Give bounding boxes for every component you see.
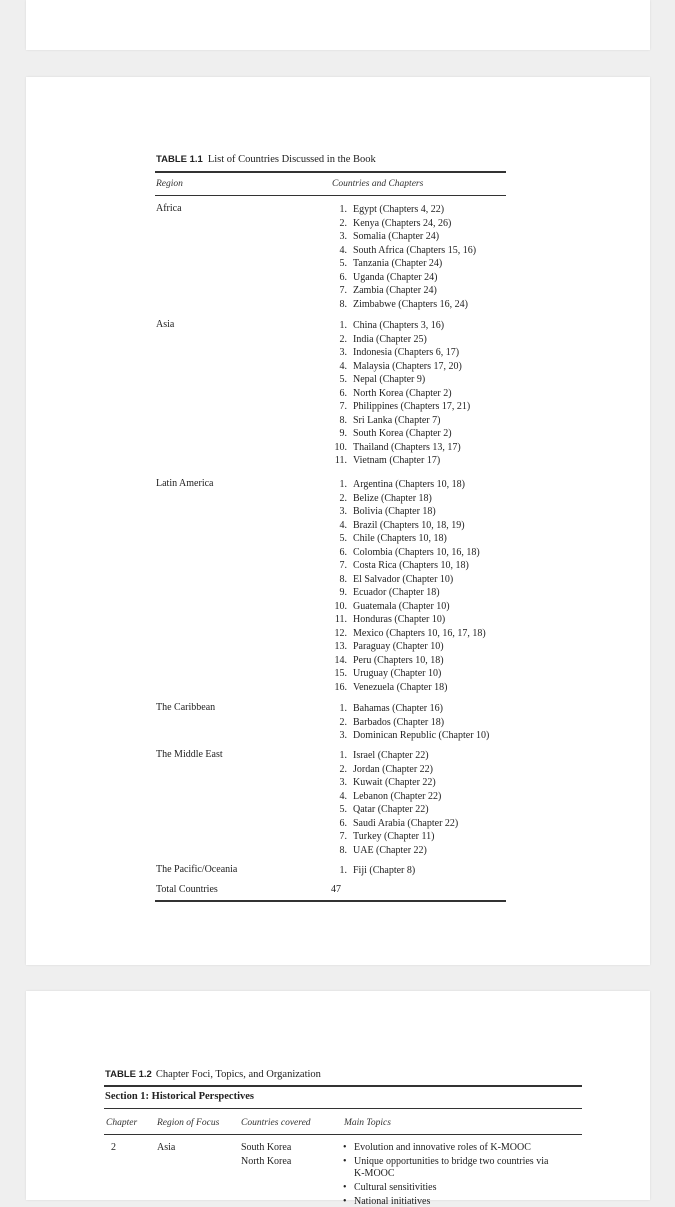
country-chapters: Kenya (Chapters 24, 26) — [353, 217, 452, 229]
country-chapters: India (Chapter 25) — [353, 333, 427, 345]
item-number: 1. — [339, 479, 347, 490]
country-chapters: Ecuador (Chapter 18) — [353, 587, 440, 598]
country-item — [330, 546, 480, 560]
table2-title: Chapter Foci, Topics, and Organization — [155, 1069, 321, 1080]
country-chapters: Uruguay (Chapter 10) — [353, 668, 442, 679]
country-item — [330, 667, 441, 681]
country-item — [330, 298, 468, 312]
region-name: Latin America — [156, 478, 214, 489]
country-chapters: Lebanon (Chapter 22) — [353, 790, 442, 802]
country-item — [330, 763, 433, 777]
country-item — [330, 573, 453, 587]
country-item — [330, 749, 429, 763]
item-number: 14. — [334, 654, 347, 666]
item-number: 4. — [339, 519, 347, 531]
country-item — [330, 346, 459, 360]
item-number: 8. — [339, 573, 347, 585]
country-item — [330, 803, 429, 817]
region-name: The Pacific/Oceania — [156, 864, 238, 875]
country-chapters: North Korea (Chapter 2) — [353, 387, 452, 399]
country-chapters: Turkey (Chapter 11) — [353, 831, 435, 842]
region-of-focus: Asia — [157, 1142, 176, 1153]
country-item — [330, 627, 486, 641]
item-number: 7. — [339, 285, 347, 296]
country-item — [330, 559, 469, 573]
country-chapters: South Korea (Chapter 2) — [353, 428, 452, 439]
country-item — [330, 519, 465, 533]
country-item — [330, 586, 440, 600]
item-number: 4. — [339, 360, 347, 372]
country-chapters: Chile (Chapters 10, 18) — [353, 533, 447, 544]
region-name: Asia — [156, 319, 175, 330]
country-chapters: Colombia (Chapters 10, 16, 18) — [353, 546, 480, 558]
item-number: 1. — [339, 204, 347, 215]
header-rule — [155, 195, 506, 196]
country-item — [330, 230, 439, 244]
item-number: 5. — [339, 804, 347, 815]
country-item — [330, 776, 436, 790]
item-number: 1. — [339, 703, 347, 714]
country-item — [330, 492, 432, 506]
item-number: 8. — [339, 414, 347, 426]
country-chapters: Vietnam (Chapter 17) — [353, 455, 441, 466]
country-item — [330, 844, 427, 858]
country-chapters: Dominican Republic (Chapter 10) — [353, 730, 490, 741]
country-chapters: Bahamas (Chapter 16) — [353, 703, 443, 714]
item-number: 7. — [339, 560, 347, 571]
country-item — [330, 729, 489, 743]
country-item — [330, 441, 461, 455]
country-chapters: Costa Rica (Chapters 10, 18) — [353, 560, 469, 571]
country-chapters: Thailand (Chapters 13, 17) — [353, 441, 461, 453]
country-item — [330, 427, 452, 441]
country-chapters: Qatar (Chapter 22) — [353, 804, 429, 815]
country-chapters: Somalia (Chapter 24) — [353, 231, 440, 242]
country-item — [330, 681, 447, 695]
country-item — [330, 271, 437, 285]
item-number: 6. — [339, 387, 347, 399]
item-number: 6. — [339, 546, 347, 558]
country-chapters: Fiji (Chapter 8) — [353, 865, 416, 876]
country-chapters: Mexico (Chapters 10, 16, 17, 18) — [353, 627, 486, 639]
country-covered: North Korea — [241, 1156, 292, 1167]
item-number: 5. — [339, 258, 347, 269]
table2-caption — [105, 1069, 321, 1080]
country-item — [330, 244, 476, 258]
table-bottom-rule — [155, 900, 506, 902]
item-number: 10. — [334, 600, 347, 612]
country-item — [330, 454, 440, 468]
item-number: 12. — [334, 627, 347, 639]
country-chapters: China (Chapters 3, 16) — [353, 320, 445, 331]
item-number: 3. — [339, 506, 347, 517]
item-number: 6. — [339, 817, 347, 829]
bullet: • — [343, 1182, 347, 1193]
country-chapters: Egypt (Chapters 4, 22) — [353, 204, 445, 215]
country-chapters: Kuwait (Chapter 22) — [353, 777, 436, 788]
topic-item-continued: K-MOOC — [354, 1168, 395, 1179]
item-number: 16. — [334, 681, 347, 693]
item-number: 9. — [339, 428, 347, 439]
country-item — [330, 333, 427, 347]
item-number: 13. — [334, 641, 347, 652]
table-title: List of Countries Discussed in the Book — [207, 154, 376, 165]
item-number: 2. — [339, 716, 347, 728]
column-header-countries: Countries and Chapters — [332, 179, 424, 189]
item-number: 6. — [339, 271, 347, 283]
item-number: 1. — [339, 320, 347, 331]
country-item — [330, 640, 444, 654]
country-chapters: Philippines (Chapters 17, 21) — [353, 401, 471, 412]
country-chapters: Israel (Chapter 22) — [353, 750, 429, 761]
item-number: 3. — [339, 777, 347, 788]
topic-item: Unique opportunities to bridge two countries via — [354, 1156, 549, 1167]
section-rule — [104, 1108, 582, 1109]
country-chapters: Nepal (Chapter 9) — [353, 374, 426, 385]
item-number: 1. — [339, 865, 347, 876]
table-top-rule — [155, 171, 506, 173]
topic-item: National initiatives — [354, 1196, 431, 1207]
country-chapters: Argentina (Chapters 10, 18) — [353, 479, 466, 490]
item-number: 7. — [339, 401, 347, 412]
item-number: 15. — [334, 668, 347, 679]
item-number: 3. — [339, 231, 347, 242]
topic-item: Cultural sensitivities — [354, 1182, 437, 1193]
country-chapters: Bolivia (Chapter 18) — [353, 506, 436, 517]
table-caption — [156, 154, 376, 165]
country-item — [330, 217, 451, 231]
item-number: 11. — [334, 614, 347, 625]
item-number: 4. — [339, 790, 347, 802]
country-item — [330, 284, 437, 298]
country-chapters: Sri Lanka (Chapter 7) — [353, 414, 441, 426]
country-item — [330, 864, 415, 878]
column-header-chapter: Chapter — [106, 1118, 138, 1128]
country-chapters: El Salvador (Chapter 10) — [353, 573, 454, 585]
country-item — [330, 790, 441, 804]
table-label: TABLE 1.1 — [156, 154, 203, 165]
country-chapters: Saudi Arabia (Chapter 22) — [353, 817, 459, 829]
topic-item: Evolution and innovative roles of K-MOOC — [354, 1142, 531, 1153]
table2-top-rule — [104, 1085, 582, 1087]
country-item — [330, 319, 444, 333]
item-number: 2. — [339, 763, 347, 775]
country-chapters: Zambia (Chapter 24) — [353, 285, 437, 296]
total-value: 47 — [331, 884, 341, 895]
item-number: 11. — [334, 455, 347, 466]
item-number: 7. — [339, 831, 347, 842]
country-chapters: Barbados (Chapter 18) — [353, 716, 445, 728]
country-chapters: Zimbabwe (Chapters 16, 24) — [353, 298, 468, 310]
item-number: 8. — [339, 844, 347, 856]
country-item — [330, 817, 458, 831]
country-item — [330, 387, 452, 401]
country-item — [330, 203, 444, 217]
country-chapters: Paraguay (Chapter 10) — [353, 641, 444, 652]
item-number: 10. — [334, 441, 347, 453]
country-item — [330, 373, 425, 387]
country-chapters: South Africa (Chapters 15, 16) — [353, 244, 477, 256]
country-chapters: Malaysia (Chapters 17, 20) — [353, 360, 462, 372]
item-number: 2. — [339, 217, 347, 229]
country-item — [330, 505, 436, 519]
country-chapters: Guatemala (Chapter 10) — [353, 600, 450, 612]
country-item — [330, 360, 462, 374]
item-number: 5. — [339, 374, 347, 385]
country-chapters: Venezuela (Chapter 18) — [353, 681, 448, 693]
country-item — [330, 613, 445, 627]
country-item — [330, 600, 450, 614]
country-chapters: Brazil (Chapters 10, 18, 19) — [353, 519, 465, 531]
column-header-countries-covered: Countries covered — [241, 1118, 311, 1128]
total-label: Total Countries — [156, 884, 218, 895]
country-item — [330, 400, 470, 414]
country-item — [330, 716, 444, 730]
country-chapters: Indonesia (Chapters 6, 17) — [353, 347, 460, 358]
item-number: 4. — [339, 244, 347, 256]
column-header-region: Region — [156, 179, 183, 189]
region-name: The Middle East — [156, 749, 223, 760]
country-item — [330, 414, 440, 428]
country-chapters: Jordan (Chapter 22) — [353, 763, 433, 775]
region-name: The Caribbean — [156, 702, 216, 713]
item-number: 2. — [339, 333, 347, 345]
country-covered: South Korea — [241, 1142, 292, 1153]
bullet: • — [343, 1196, 347, 1207]
country-chapters: Uganda (Chapter 24) — [353, 271, 438, 283]
item-number: 1. — [339, 750, 347, 761]
country-item — [330, 257, 442, 271]
country-chapters: Honduras (Chapter 10) — [353, 614, 446, 625]
table2-label: TABLE 1.2 — [105, 1069, 152, 1080]
item-number: 9. — [339, 587, 347, 598]
bullet: • — [343, 1142, 347, 1153]
country-chapters: Tanzania (Chapter 24) — [353, 258, 443, 269]
item-number: 3. — [339, 730, 347, 741]
chapter-number: 2 — [111, 1142, 116, 1153]
country-item — [330, 702, 443, 716]
country-chapters: Peru (Chapters 10, 18) — [353, 654, 444, 666]
country-item — [330, 654, 444, 668]
country-chapters: Belize (Chapter 18) — [353, 492, 432, 504]
table2-header-rule — [104, 1134, 582, 1135]
country-chapters: UAE (Chapter 22) — [353, 844, 427, 856]
bullet: • — [343, 1156, 347, 1167]
item-number: 8. — [339, 298, 347, 310]
column-header-main-topics: Main Topics — [344, 1118, 391, 1128]
country-item — [330, 830, 434, 844]
section-heading: Section 1: Historical Perspectives — [105, 1091, 254, 1102]
country-item — [330, 532, 447, 546]
previous-page — [26, 0, 650, 50]
item-number: 3. — [339, 347, 347, 358]
item-number: 2. — [339, 492, 347, 504]
region-name: Africa — [156, 203, 182, 214]
column-header-region-of-focus: Region of Focus — [157, 1118, 220, 1128]
item-number: 5. — [339, 533, 347, 544]
country-item — [330, 478, 465, 492]
